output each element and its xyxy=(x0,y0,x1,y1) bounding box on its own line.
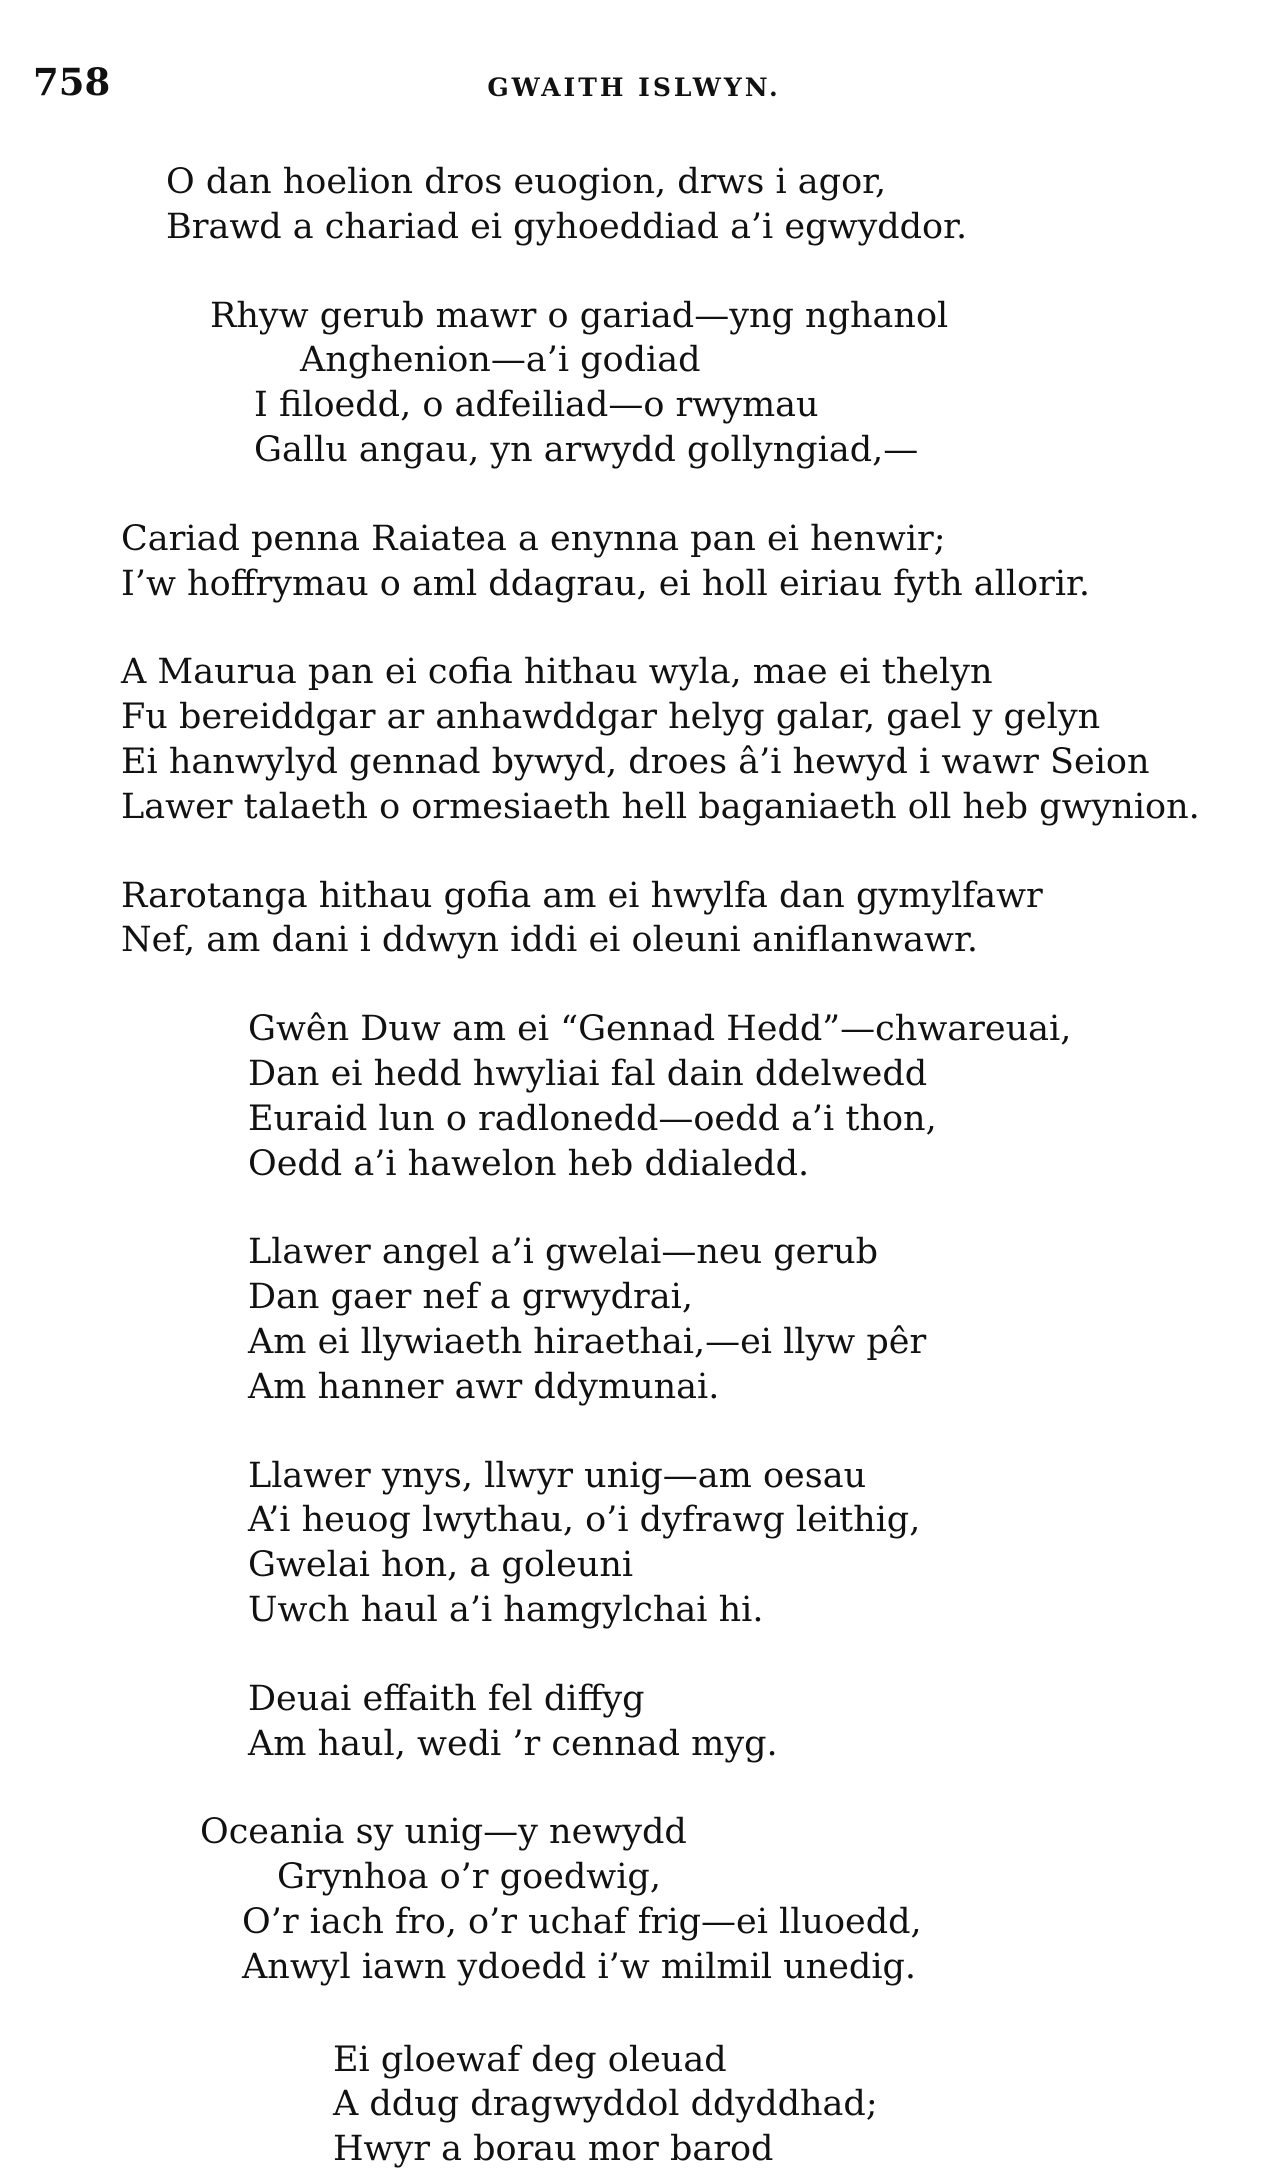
stanza-gap xyxy=(0,1990,1268,2038)
stanza-gap xyxy=(0,1633,1268,1677)
stanza xyxy=(0,160,1268,250)
verse-line: Anghenion—a’i godiad xyxy=(300,340,701,381)
verse-line: Dan ei hedd hwyliai fal dain ddelwedd xyxy=(248,1053,928,1094)
verse-line: Euraid lun o radlonedd—oedd a’i thon, xyxy=(248,1098,937,1139)
stanza-gap xyxy=(0,473,1268,517)
verse-line: Fu bereiddgar ar anhawddgar helyg galar, gael y gelyn xyxy=(121,697,1101,738)
verse-line: Am ei llywiaeth hiraethai,—ei llyw pêr xyxy=(248,1321,927,1362)
verse-line: Am hanner awr ddymunai. xyxy=(248,1366,720,1407)
page-number: 758 xyxy=(33,60,111,104)
verse-line: Deuai effaith fel diffyg xyxy=(248,1678,645,1719)
verse-line: A Maurua pan ei cofia hithau wyla, mae ei thelyn xyxy=(121,652,993,693)
stanza-gap xyxy=(0,1410,1268,1454)
stanza-gap xyxy=(0,830,1268,874)
verse-line: Oedd a’i hawelon heb ddialedd. xyxy=(248,1143,810,1184)
stanza xyxy=(0,650,1268,829)
verse-line: Llawer angel a’i gwelai—neu gerub xyxy=(248,1232,879,1273)
stanza xyxy=(0,2038,1268,2172)
verse-line: A’i heuog lwythau, o’i dyfrawg leithig, xyxy=(248,1500,921,1541)
verse-line: Ei hanwylyd gennad bywyd, droes â’i hewyd i wawr Seion xyxy=(121,741,1150,782)
verse-line: Llawer ynys, llwyr unig—am oesau xyxy=(248,1455,867,1496)
stanza-gap xyxy=(0,1186,1268,1230)
verse-line: Gwên Duw am ei “Gennad Hedd”—chwareuai, xyxy=(248,1009,1072,1050)
verse-line: O dan hoelion dros euogion, drws i agor, xyxy=(166,162,887,202)
stanza xyxy=(0,294,1268,473)
verse-line: Cariad penna Raiatea a enynna pan ei henwir; xyxy=(121,518,946,559)
stanza xyxy=(0,874,1268,964)
stanza-gap xyxy=(0,606,1268,650)
stanza-gap xyxy=(0,963,1268,1007)
stanza xyxy=(0,517,1268,607)
stanza-gap xyxy=(0,1766,1268,1810)
verse-line: I’w hoffrymau o aml ddagrau, ei holl eiriau fyth allorir. xyxy=(121,563,1091,604)
verse-line: Grynhoa o’r goedwig, xyxy=(277,1857,661,1898)
stanza xyxy=(0,1454,1268,1633)
verse-line: A ddug dragwyddol ddyddhad; xyxy=(333,2084,878,2125)
verse-line: Dan gaer nef a grwydrai, xyxy=(248,1277,693,1318)
stanza xyxy=(0,1810,1268,1989)
verse-line: Nef, am dani i ddwyn iddi ei oleuni aniflanwawr. xyxy=(121,920,979,961)
running-title: GWAITH ISLWYN. xyxy=(487,73,781,102)
stanza xyxy=(0,1677,1268,1767)
verse-line: Brawd a chariad ei gyhoeddiad a’i egwyddor. xyxy=(166,206,968,247)
verse-line: Gallu angau, yn arwydd gollyngiad,— xyxy=(254,429,919,470)
stanza-gap xyxy=(0,250,1268,294)
verse-line: Lawer talaeth o ormesiaeth hell baganiaeth oll heb gwynion. xyxy=(121,786,1200,827)
verse-line: Anwyl iawn ydoedd i’w milmil unedig. xyxy=(242,1946,917,1987)
verse-line: Rarotanga hithau gofia am ei hwylfa dan gymylfawr xyxy=(121,875,1043,916)
verse-line: I filoedd, o adfeiliad—o rwymau xyxy=(254,385,819,426)
verse-line: O’r iach fro, o’r uchaf frig—ei lluoedd, xyxy=(242,1901,922,1942)
verse-line: Hwyr a borau mor barod xyxy=(333,2129,774,2170)
verse-line: Am haul, wedi ’r cennad myg. xyxy=(248,1723,778,1764)
verse-line: Gwelai hon, a goleuni xyxy=(248,1545,634,1586)
stanza xyxy=(0,1230,1268,1409)
stanza xyxy=(0,1007,1268,1186)
verse-line: Rhyw gerub mawr o gariad—yng nghanol xyxy=(210,295,949,336)
verse-line: Uwch haul a’i hamgylchai hi. xyxy=(248,1589,764,1630)
poem-body xyxy=(0,160,1268,2172)
verse-line: Ei gloewaf deg oleuad xyxy=(333,2039,727,2080)
verse-line: Oceania sy unig—y newydd xyxy=(200,1812,687,1853)
